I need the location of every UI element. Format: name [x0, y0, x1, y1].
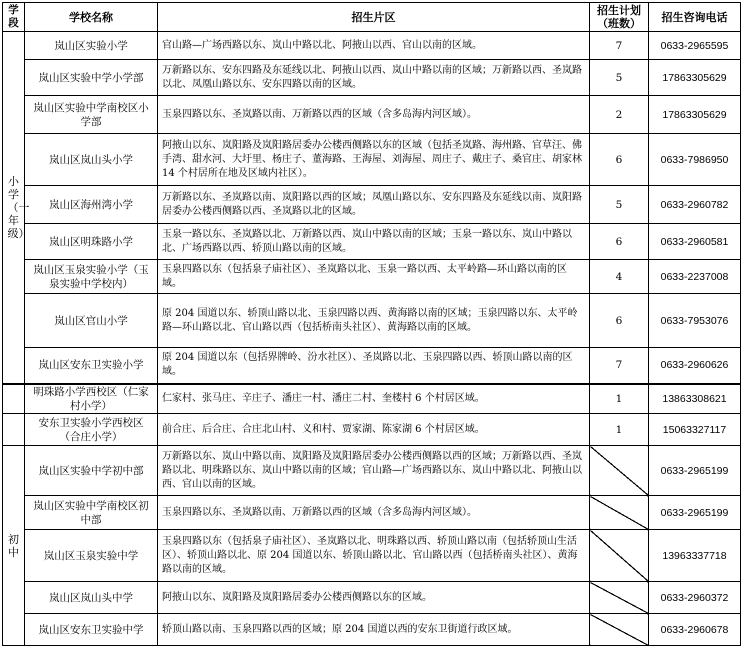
contact-phone: 0633-2960372: [649, 582, 741, 614]
enrollment-area: 玉泉一路以东、圣岚路以北、万新路以西、岚山中路以南的区域；玉泉一路以东、岚山中路以北、广场西路以西、轿顶山路以南的区域。: [158, 224, 590, 260]
table-row: [3, 294, 741, 348]
school-name: 岚山区海州湾小学: [25, 186, 158, 224]
enrollment-area: 万新路以东、安东四路及东延线以北、阿掖山以西、岚山中路以南的区域；万新路以西、圣岚路以北、凤凰山路以东、安东四路以南的区域。: [158, 60, 590, 96]
class-plan: 1: [590, 414, 649, 446]
class-plan: 5: [590, 186, 649, 224]
enrollment-area: 玉泉四路以东、圣岚路以南、万新路以西的区域（含多岛海内河区域）。: [158, 96, 590, 134]
stage-cell-primary: [3, 32, 30, 384]
enrollment-area: 仁家村、张马庄、辛庄子、潘庄一村、潘庄二村、奎楼村 6 个村居区域。: [158, 384, 590, 414]
enrollment-area: 万新路以东、岚山中路以南、岚阳路及岚阳路居委办公楼西侧路以西的区域；万新路以西、圣岚路以北、明珠路以东、岚山中路以南的区域；官山路—广场西路以东、岚山中路以北、阿掖山以西、官山以南的区域。: [158, 446, 590, 496]
school-name: 岚山区明珠路小学: [25, 224, 158, 260]
school-name: 岚山区玉泉实验小学（玉泉实验中学校内）: [25, 260, 158, 294]
stage-label-primary: 小学（一年级）: [7, 174, 30, 240]
contact-phone: 0633-2960626: [649, 348, 741, 384]
class-plan: 4: [590, 260, 649, 294]
school-name: 安东卫实验小学西校区（合庄小学）: [25, 414, 158, 446]
contact-phone: 13963337718: [649, 530, 741, 582]
table-row: [3, 96, 741, 134]
contact-phone: 17863305629: [649, 60, 741, 96]
contact-phone: 0633-2960782: [649, 186, 741, 224]
school-name: 明珠路小学西校区（仁家村小学）: [25, 384, 158, 414]
enrollment-area: 玉泉四路以东（包括泉子庙社区）、圣岚路以北、明珠路以西、轿顶山路以南（包括轿顶山生活区）、轿顶山路以北、原 204 国道以东、轿顶山路以北、官山路以西（包括桥南头社区）、黄海路以南的区域。: [158, 530, 590, 582]
school-name: 岚山区岚山头中学: [25, 582, 158, 614]
school-name: 岚山区官山小学: [25, 294, 158, 348]
contact-phone: 17863305629: [649, 96, 741, 134]
school-name: 岚山区安东卫实验小学: [25, 348, 158, 384]
stage-label-junior: 初中: [8, 532, 19, 559]
class-plan: 1: [590, 384, 649, 414]
enrollment-area: 轿顶山路以南、玉泉四路以西的区域；原 204 国道以西的安东卫街道行政区域。: [158, 614, 590, 646]
enrollment-area: 阿掖山以东、岚阳路及岚阳路居委办公楼西侧路以东的区域（包括圣岚路、海州路、官草汪、佛手湾、甜水河、大圩里、杨庄子、董海路、王海屋、刘海屋、周庄子、戴庄子、桑官庄、胡家林 14 个村居所在地及区域内社区）。: [158, 134, 590, 186]
header-area: 招生片区: [158, 3, 590, 32]
class-plan: 6: [590, 294, 649, 348]
table-row: [3, 496, 741, 530]
school-name: 岚山区岚山头小学: [25, 134, 158, 186]
school-name: 岚山区安东卫实验中学: [25, 614, 158, 646]
contact-phone: 0633-2237008: [649, 260, 741, 294]
header-stage: 学段: [3, 3, 25, 32]
school-name: 岚山区玉泉实验中学: [25, 530, 158, 582]
enrollment-area: 官山路—广场西路以东、岚山中路以北、阿掖山以西、官山以南的区域。: [158, 32, 590, 60]
contact-phone: 0633-2965199: [649, 496, 741, 530]
class-plan: [590, 496, 649, 530]
contact-phone: 0633-2965595: [649, 32, 741, 60]
table-header-row: [3, 3, 741, 32]
enrollment-area: 玉泉四路以东、圣岚路以南、万新路以西的区域（含多岛海内河区域）。: [158, 496, 590, 530]
table-row: [3, 348, 741, 384]
contact-phone: 0633-2965199: [649, 446, 741, 496]
header-plan: 招生计划（班数）: [590, 3, 649, 32]
contact-phone: 13863308621: [649, 384, 741, 414]
contact-phone: 15063327117: [649, 414, 741, 446]
school-name: 岚山区实验中学初中部: [25, 446, 158, 496]
table-row: [3, 414, 741, 446]
enrollment-area: 阿掖山以东、岚阳路及岚阳路居委办公楼西侧路以东的区域。: [158, 582, 590, 614]
enrollment-table: [2, 2, 741, 646]
contact-phone: 0633-7986950: [649, 134, 741, 186]
school-name: 岚山区实验中学小学部: [25, 60, 158, 96]
school-name: 岚山区实验中学南校区初中部: [25, 496, 158, 530]
class-plan: 2: [590, 96, 649, 134]
enrollment-area: 原 204 国道以东、轿顶山路以北、玉泉四路以西、黄海路以南的区域；玉泉四路以东、太平岭路—环山路以北、官山路以西（包括桥南头社区）、黄海路以南的区域。: [158, 294, 590, 348]
table-row: [3, 224, 741, 260]
class-plan: 6: [590, 134, 649, 186]
table-row: [3, 614, 741, 646]
class-plan: [590, 582, 649, 614]
class-plan: 6: [590, 224, 649, 260]
table-row: [3, 60, 741, 96]
stage-cell-junior: [3, 446, 25, 646]
contact-phone: 0633-7953076: [649, 294, 741, 348]
class-plan: 7: [590, 32, 649, 60]
class-plan: [590, 614, 649, 646]
table-row: [3, 32, 741, 60]
enrollment-area: 玉泉四路以东（包括泉子庙社区）、圣岚路以北、玉泉一路以西、太平岭路—环山路以南的区域。: [158, 260, 590, 294]
table-row: [3, 134, 741, 186]
enrollment-area: 万新路以东、圣岚路以南、岚阳路以西的区域；凤凰山路以东、安东四路及东延线以南、岚阳路居委办公楼西侧路以西、圣岚路以北的区域。: [158, 186, 590, 224]
header-school: 学校名称: [25, 3, 158, 32]
table-row: [3, 186, 741, 224]
contact-phone: 0633-2960581: [649, 224, 741, 260]
table-row: [3, 446, 741, 496]
table-row: [3, 260, 741, 294]
class-plan: 5: [590, 60, 649, 96]
contact-phone: 0633-2960678: [649, 614, 741, 646]
table-row: [3, 582, 741, 614]
school-name: 岚山区实验中学南校区小学部: [25, 96, 158, 134]
stage-cell-empty: [3, 414, 25, 446]
class-plan: 7: [590, 348, 649, 384]
stage-cell-empty: [3, 384, 25, 414]
header-phone: 招生咨询电话: [649, 3, 741, 32]
enrollment-area: 原 204 国道以东（包括界牌岭、汾水社区）、圣岚路以北、玉泉四路以西、轿顶山路以南的区域。: [158, 348, 590, 384]
table-row: [3, 530, 741, 582]
class-plan: [590, 530, 649, 582]
class-plan: [590, 446, 649, 496]
enrollment-area: 前合庄、后合庄、合庄北山村、义和村、贾家湖、陈家湖 6 个村居区域。: [158, 414, 590, 446]
school-name: 岚山区实验小学: [25, 32, 158, 60]
table-row: [3, 384, 741, 414]
